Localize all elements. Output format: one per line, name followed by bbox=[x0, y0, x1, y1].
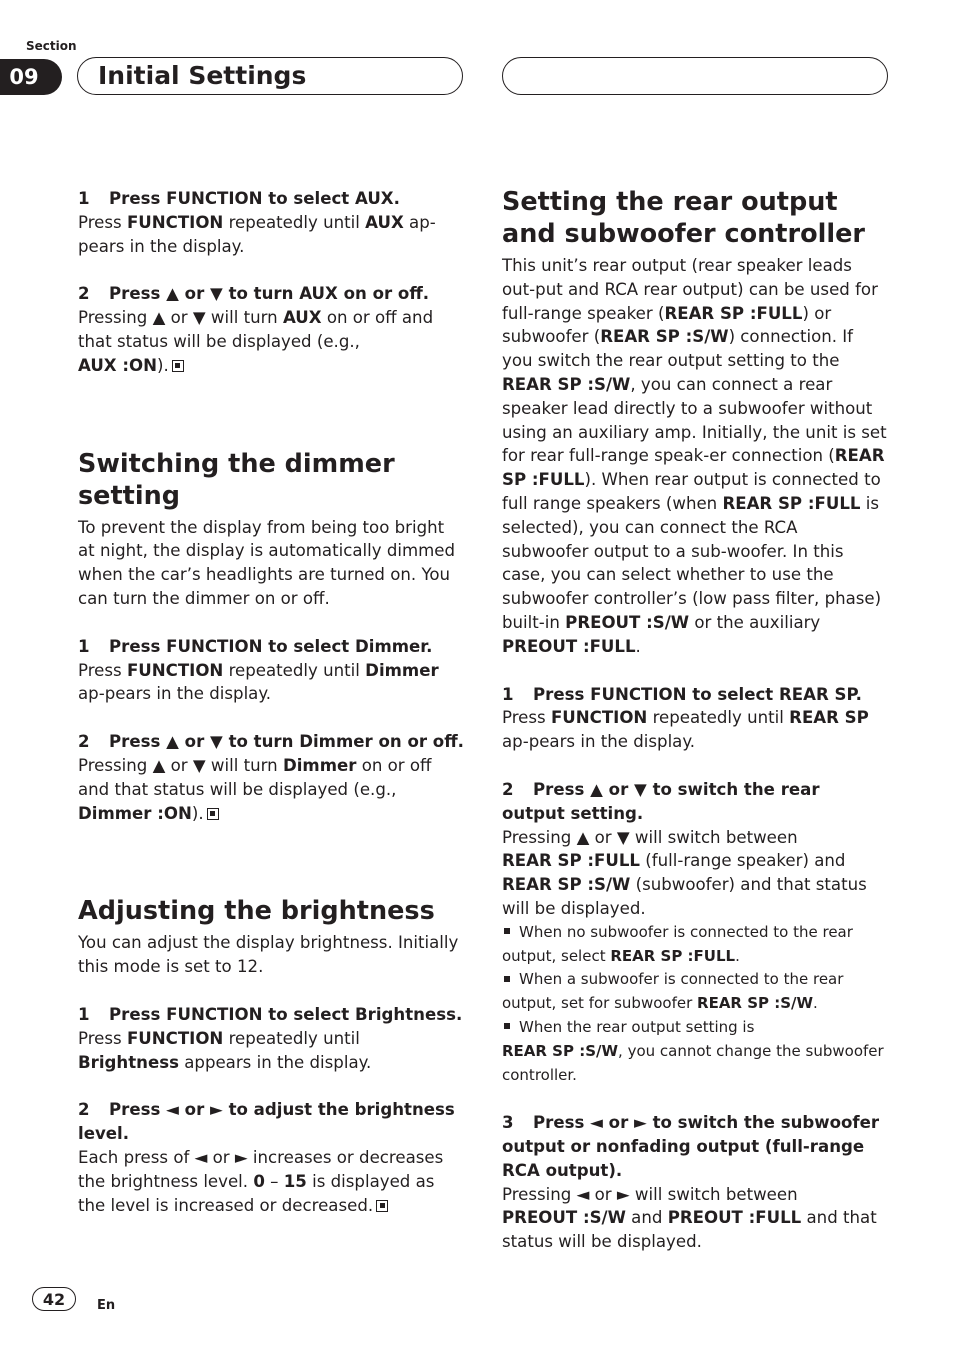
section-label: Section bbox=[26, 39, 77, 53]
dimmer-step1-title: 1 Press FUNCTION to select Dimmer. bbox=[78, 636, 433, 656]
brightness-step2-title: 2 Press ◄ or ► to adjust the brightness level. bbox=[78, 1100, 455, 1144]
brightness-heading: Adjusting the brightness bbox=[78, 896, 435, 927]
rear-step3-body: Pressing ◄ or ► will switch between PREOUT :S/W and PREOUT :FULL and that status will be displayed. bbox=[502, 1184, 877, 1252]
right-header-frame bbox=[502, 57, 888, 95]
dimmer-step2-body: Pressing ▲ or ▼ will turn Dimmer on or off and that status will be displayed (e.g., Dimmer :ON). bbox=[78, 755, 432, 823]
brightness-intro: You can adjust the display brightness. Initially this mode is set to 12. bbox=[78, 933, 459, 977]
bullet-icon bbox=[504, 1023, 510, 1029]
aux-step1-title: 1 Press FUNCTION to select AUX. bbox=[78, 189, 400, 208]
rear-intro: This unit’s rear output (rear speaker leads out-put and RCA rear output) can be used for full-range speaker (REAR SP :FULL) or subwoofer (REAR SP :S/W) connection. If you switch the rear output setting to the REAR SP :S/W, you can connect a rear speaker lead directly to a subwoofer without using an auxiliary amp. Initially, the unit is set for rear full-range speak-er connection (REAR SP :FULL). When rear output is connected to full range speakers (when REAR SP :FULL is selected), you can connect the RCA subwoofer output to a sub-woofer. In this case, you can select whether to use the subwoofer controller’s (low pass filter, phase) built-in PREOUT :S/W or the auxiliary PREOUT :FULL. bbox=[502, 256, 887, 656]
rear-step1-body: Press FUNCTION repeatedly until REAR SP ap-pears in the display. bbox=[502, 708, 869, 752]
page-number: 42 bbox=[32, 1287, 76, 1311]
dimmer-intro: To prevent the display from being too bright at night, the display is automatically dimmed when the car’s headlights are turned on. You can turn the dimmer on or off. bbox=[78, 517, 456, 608]
brightness-step1-body: Press FUNCTION repeatedly until Brightness appears in the display. bbox=[78, 1028, 372, 1072]
dimmer-step2-title: 2 Press ▲ or ▼ to turn Dimmer on or off. bbox=[78, 732, 464, 752]
dimmer-step1-body: Press FUNCTION repeatedly until Dimmer ap-pears in the display. bbox=[78, 660, 439, 704]
right-column bbox=[502, 186, 888, 1254]
aux-step2-title: 2 Press ▲ or ▼ to turn AUX on or off. bbox=[78, 284, 430, 304]
rear-note-1: When no subwoofer is connected to the rear output, select REAR SP :FULL. bbox=[502, 922, 853, 965]
page-title: Initial Settings bbox=[98, 61, 307, 90]
end-mark-icon bbox=[376, 1200, 388, 1212]
language-code: En bbox=[97, 1298, 116, 1313]
section-number-badge: 09 bbox=[0, 59, 62, 95]
aux-step2-body: Pressing ▲ or ▼ will turn AUX on or off and that status will be displayed (e.g., AUX :ON). bbox=[78, 308, 434, 375]
aux-step1-body: Press FUNCTION repeatedly until AUX ap-pears in the display. bbox=[78, 212, 436, 256]
rear-step1-title: 1 Press FUNCTION to select REAR SP. bbox=[502, 684, 862, 704]
dimmer-heading: Switching the dimmer setting bbox=[78, 448, 395, 511]
rear-step3-title: 3 Press ◄ or ► to switch the subwoofer output or nonfading output (full-range RCA output). bbox=[502, 1113, 880, 1180]
end-mark-icon bbox=[207, 808, 219, 820]
rear-note-2: When a subwoofer is connected to the rear output, set for subwoofer REAR SP :S/W. bbox=[502, 970, 844, 1013]
rear-step2-title: 2 Press ▲ or ▼ to switch the rear output setting. bbox=[502, 779, 820, 823]
rear-heading: Setting the rear output and subwoofer controller bbox=[502, 187, 865, 249]
left-column bbox=[78, 187, 464, 1217]
end-mark-icon bbox=[172, 360, 184, 372]
bullet-icon bbox=[504, 928, 510, 934]
rear-step2-body: Pressing ▲ or ▼ will switch between REAR SP :FULL (full-range speaker) and REAR SP :S/W (subwoofer) and that status will be displayed. bbox=[502, 827, 867, 918]
brightness-step1-title: 1 Press FUNCTION to select Brightness. bbox=[78, 1004, 463, 1024]
rear-note-3: When the rear output setting is REAR SP :S/W, you cannot change the subwoofer controller. bbox=[502, 1017, 884, 1084]
brightness-step2-body: Each press of ◄ or ► increases or decreases the brightness level. 0 – 15 is displayed as the level is increased or decreased. bbox=[78, 1147, 444, 1215]
bullet-icon bbox=[504, 976, 510, 982]
